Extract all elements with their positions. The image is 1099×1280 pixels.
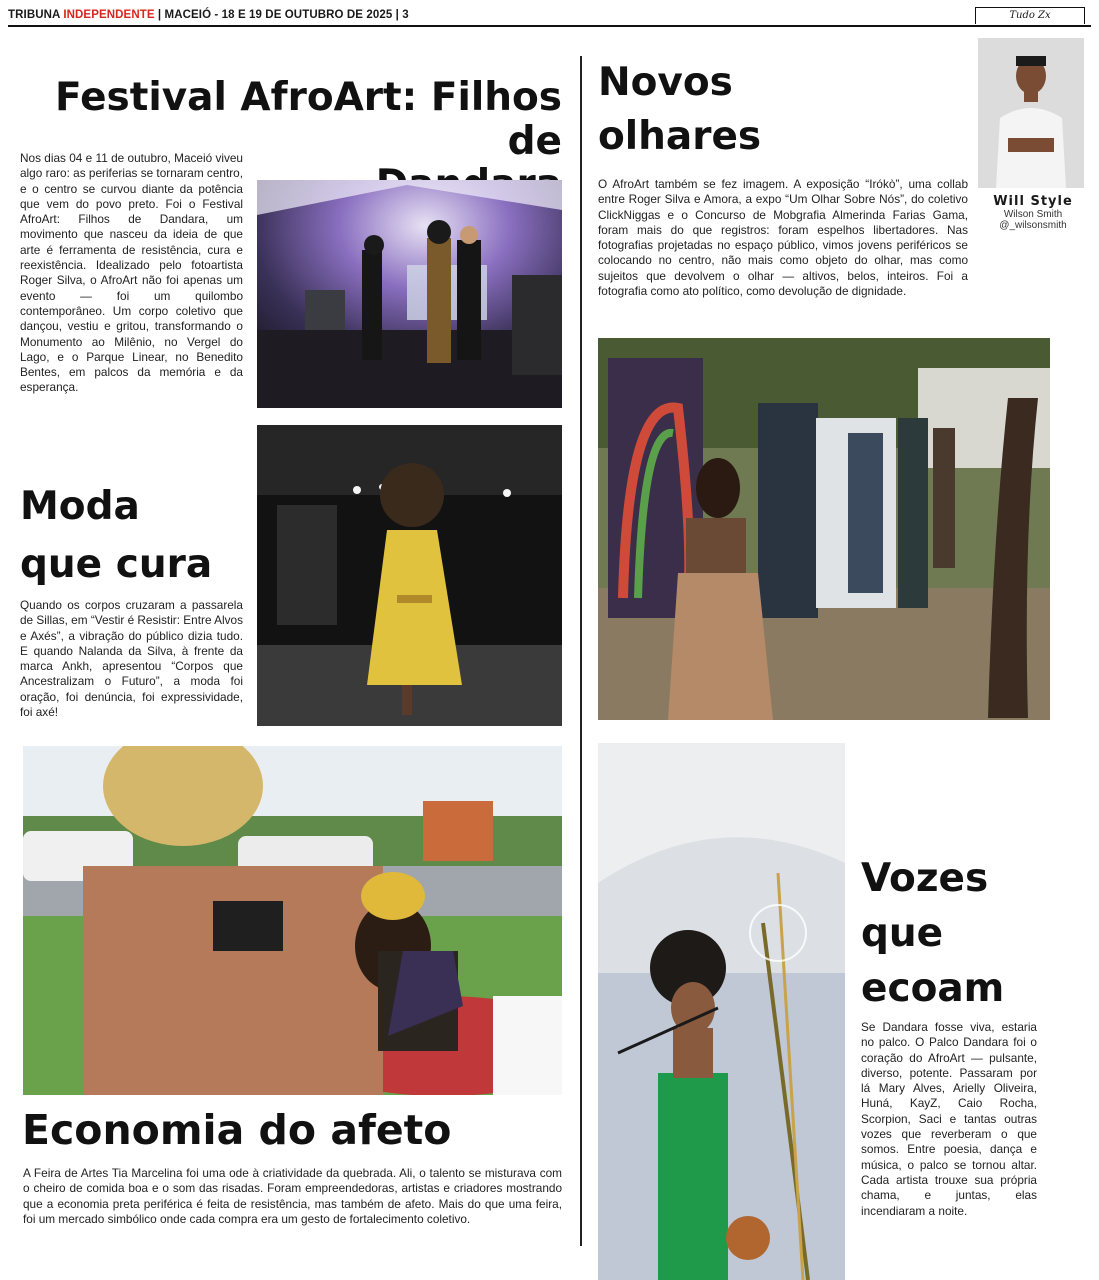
paper-name-accent: INDEPENDENTE — [63, 9, 155, 21]
edition-info: | MACEIÓ - 18 E 19 DE OUTUBRO DE 2025 | 3 — [154, 9, 409, 21]
columnist-portrait — [978, 38, 1084, 188]
moda-body: Quando os corpos cruzaram a passarela de Sillas, em “Vestir é Resistir: Entre Alvos e Axés”, a vibração do público dizia tudo. E quando Nalanda da Silva, à frente da marca Ankh, apresentou “Corpos que Ancestralizam o Futuro”, a moda foi oração, foi denúncia, foi expressividade, foi axé! — [20, 598, 243, 720]
masthead-rule — [8, 25, 1091, 27]
vozes-headline-line1: Vozes — [861, 856, 989, 901]
singer-stage-photo — [598, 743, 845, 1280]
masthead — [8, 6, 1091, 26]
section-logo: Tudo Zx — [975, 7, 1085, 24]
festival-body: Nos dias 04 e 11 de outubro, Maceió viveu algo raro: as periferias se tornaram centro, e o centro se curvou diante da potência que vem do povo preto. Foi o Festival AfroArt: Filhos de Dandara, um movimento que nasceu da ideia de que arte é ferramenta de resistência, cura e reexistência. Idealizado pelo fotoartista Roger Silva, o AfroArt não foi apenas um evento — foi um quilombo contemporâneo. Um corpo coletivo que dançou, vestiu e gritou, transformando o Monumento ao Milênio, no Vergel do Lago, e o Parque Linear, no Benedito Bentes, em palcos da memória e da esperança. — [20, 151, 243, 395]
moda-headline-line1: Moda — [20, 484, 140, 529]
moda-headline — [20, 478, 250, 594]
olhares-headline-line1: Novos — [598, 60, 733, 105]
vozes-headline-line3: ecoam — [861, 966, 1005, 1011]
olhares-body: O AfroArt também se fez imagem. A exposição “Irókò”, uma collab entre Roger Silva e Amora, a expo “Um Olhar Sobre Nós”, do coletivo ClickNiggas e o Concurso de Mobgrafia Almerinda Farias Gama, foram mais do que registros: foram espelhos libertadores. Nas fotografias projetadas no espaço público, vimos jovens periféricos se colocando no centro, não mais como objeto do olhar, mas como sujeitos que devolvem o olhar — altivos, belos, inteiros. Foi a fotografia como ato político, como devolução de dignidade. — [598, 177, 968, 299]
economia-headline: Economia do afeto — [22, 1106, 452, 1154]
olhares-headline-line2: olhares — [598, 114, 762, 159]
columnist-author: Wilson Smith — [1003, 209, 1063, 220]
columnist-box — [978, 38, 1088, 231]
craft-fair-photo — [23, 746, 562, 1095]
photo-exhibition-photo — [598, 338, 1050, 720]
vozes-body: Se Dandara fosse viva, estaria no palco. O Palco Dandara foi o coração do AfroArt — pulsante, diverso, potente. Passaram por lá Mary Alves, Arielly Oliveira, Huná, KayZ, Caio Rocha, Scorpion, Saci e tantas outras vozes que reverberam o que somos. Entre poesia, dança e música, o palco se tornou altar. Cada artista trouxe sua própria chama, e juntas, elas incendiaram a noite. — [861, 1020, 1037, 1218]
column-divider — [580, 56, 582, 1246]
olhares-headline — [598, 56, 958, 164]
dateline — [8, 9, 409, 21]
vozes-headline — [861, 851, 1081, 1016]
paper-name: TRIBUNA — [8, 9, 64, 21]
column-name: Will Style — [993, 194, 1073, 209]
columnist-handle: @_wilsonsmith — [999, 220, 1067, 231]
economia-body: A Feira de Artes Tia Marcelina foi uma ode à criatividade da quebrada. Ali, o talento se misturava com o cheiro de comida boa e o som das risadas. Foram empreendedoras, artistas e criadores mostrando que a economia preta periférica é feita de resistência, mas também de afeto. Mais do que uma feira, foi um mercado simbólico onde cada compra era um gesto de fortalecimento coletivo. — [23, 1166, 562, 1226]
fashion-model-photo — [257, 425, 562, 726]
moda-headline-line2: que cura — [20, 542, 213, 587]
vozes-headline-line2: que — [861, 911, 944, 956]
festival-headline-line1: Festival AfroArt: Filhos de — [55, 75, 562, 164]
stage-performance-photo — [257, 180, 562, 408]
